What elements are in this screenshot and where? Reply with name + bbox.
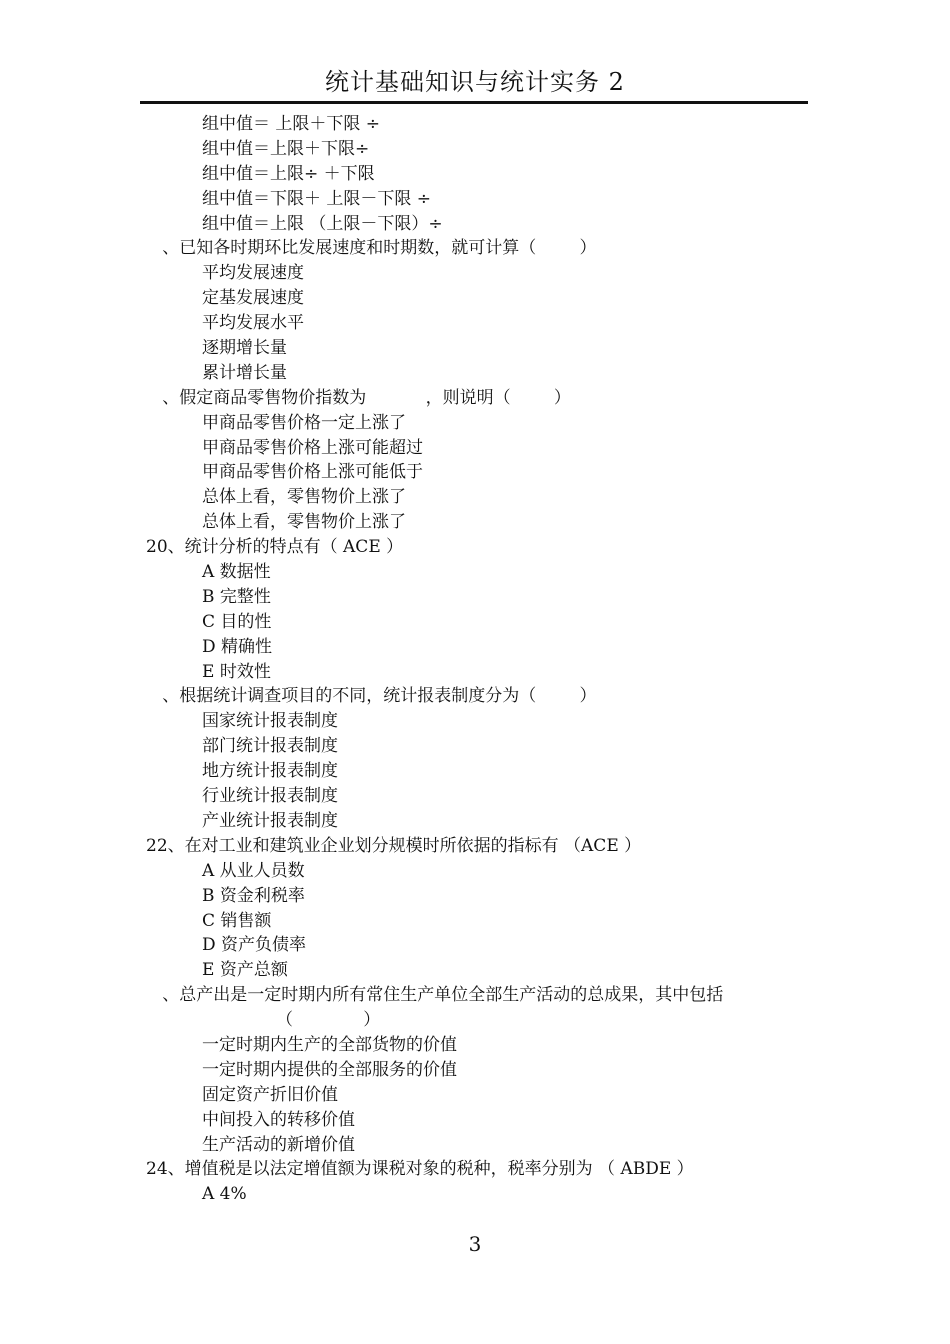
page-title: 统计基础知识与统计实务 2 [325, 68, 625, 96]
option-line: 组中值＝ 上限＋下限 ÷ [202, 114, 381, 134]
question-line: 22、在对工业和建筑业企业划分规模时所依据的指标有 （ACE ） [146, 835, 642, 856]
option-line: A 数据性 [202, 562, 271, 583]
option-line: D 资产负债率 [202, 935, 307, 956]
option-line: 组中值＝上限÷ ＋下限 [202, 163, 375, 184]
option-line: A 从业人员数 [202, 860, 305, 881]
question-line: 20、统计分析的特点有（ ACE ） [146, 537, 404, 558]
page-number: 3 [468, 1232, 482, 1256]
document-body [0, 112, 950, 1207]
option-line: 固定资产折旧价值 [202, 1084, 338, 1105]
option-line: 甲商品零售价格一定上涨了 [202, 412, 406, 433]
option-line: 甲商品零售价格上涨可能低于 [202, 462, 423, 483]
question-line: 、假定商品零售物价指数为 ，则说明（ ） [146, 387, 571, 408]
option-line: 累计增长量 [202, 362, 287, 383]
option-line: 地方统计报表制度 [202, 761, 338, 782]
option-line: 定基发展速度 [202, 288, 304, 309]
option-line: 中间投入的转移价值 [202, 1109, 355, 1130]
option-line: C 销售额 [202, 910, 272, 931]
question-line: 、已知各时期环比发展速度和时期数，就可计算（ ） [146, 238, 597, 259]
option-line: 甲商品零售价格上涨可能超过 [202, 437, 423, 458]
option-line: 总体上看，零售物价上涨了 [202, 487, 406, 508]
question-continuation: （ ） [276, 1010, 381, 1031]
option-line: 平均发展水平 [202, 313, 304, 334]
option-line: 组中值＝上限 （上限－下限）÷ [202, 213, 443, 234]
option-line: 总体上看，零售物价上涨了 [202, 512, 406, 533]
option-line: 行业统计报表制度 [202, 786, 338, 807]
option-line: 平均发展速度 [202, 263, 304, 284]
question-line: 、根据统计调查项目的不同，统计报表制度分为（ ） [146, 686, 597, 707]
option-line: B 资金利税率 [202, 885, 305, 906]
option-line: 生产活动的新增价值 [202, 1134, 355, 1155]
option-line: 产业统计报表制度 [202, 810, 338, 831]
question-line: 、总产出是一定时期内所有常住生产单位全部生产活动的总成果，其中包括 [146, 985, 724, 1006]
option-line: E 时效性 [202, 661, 271, 682]
option-line: 逐期增长量 [202, 338, 287, 359]
option-line: E 资产总额 [202, 960, 288, 981]
option-line: 一定时期内提供的全部服务的价值 [202, 1059, 457, 1080]
option-line: 组中值＝上限＋下限÷ [202, 138, 370, 159]
header-divider [140, 101, 808, 104]
option-line: 组中值＝下限＋ 上限－下限 ÷ [202, 188, 432, 209]
option-line: 国家统计报表制度 [202, 711, 338, 732]
option-line: C 目的性 [202, 611, 272, 632]
option-line: D 精确性 [202, 636, 273, 657]
option-line: A 4% [202, 1184, 247, 1205]
option-line: 一定时期内生产的全部货物的价值 [202, 1034, 457, 1055]
question-line: 24、增值税是以法定增值额为课税对象的税种，税率分别为 （ ABDE ） [146, 1159, 694, 1180]
option-line: 部门统计报表制度 [202, 736, 338, 757]
option-line: B 完整性 [202, 586, 271, 607]
